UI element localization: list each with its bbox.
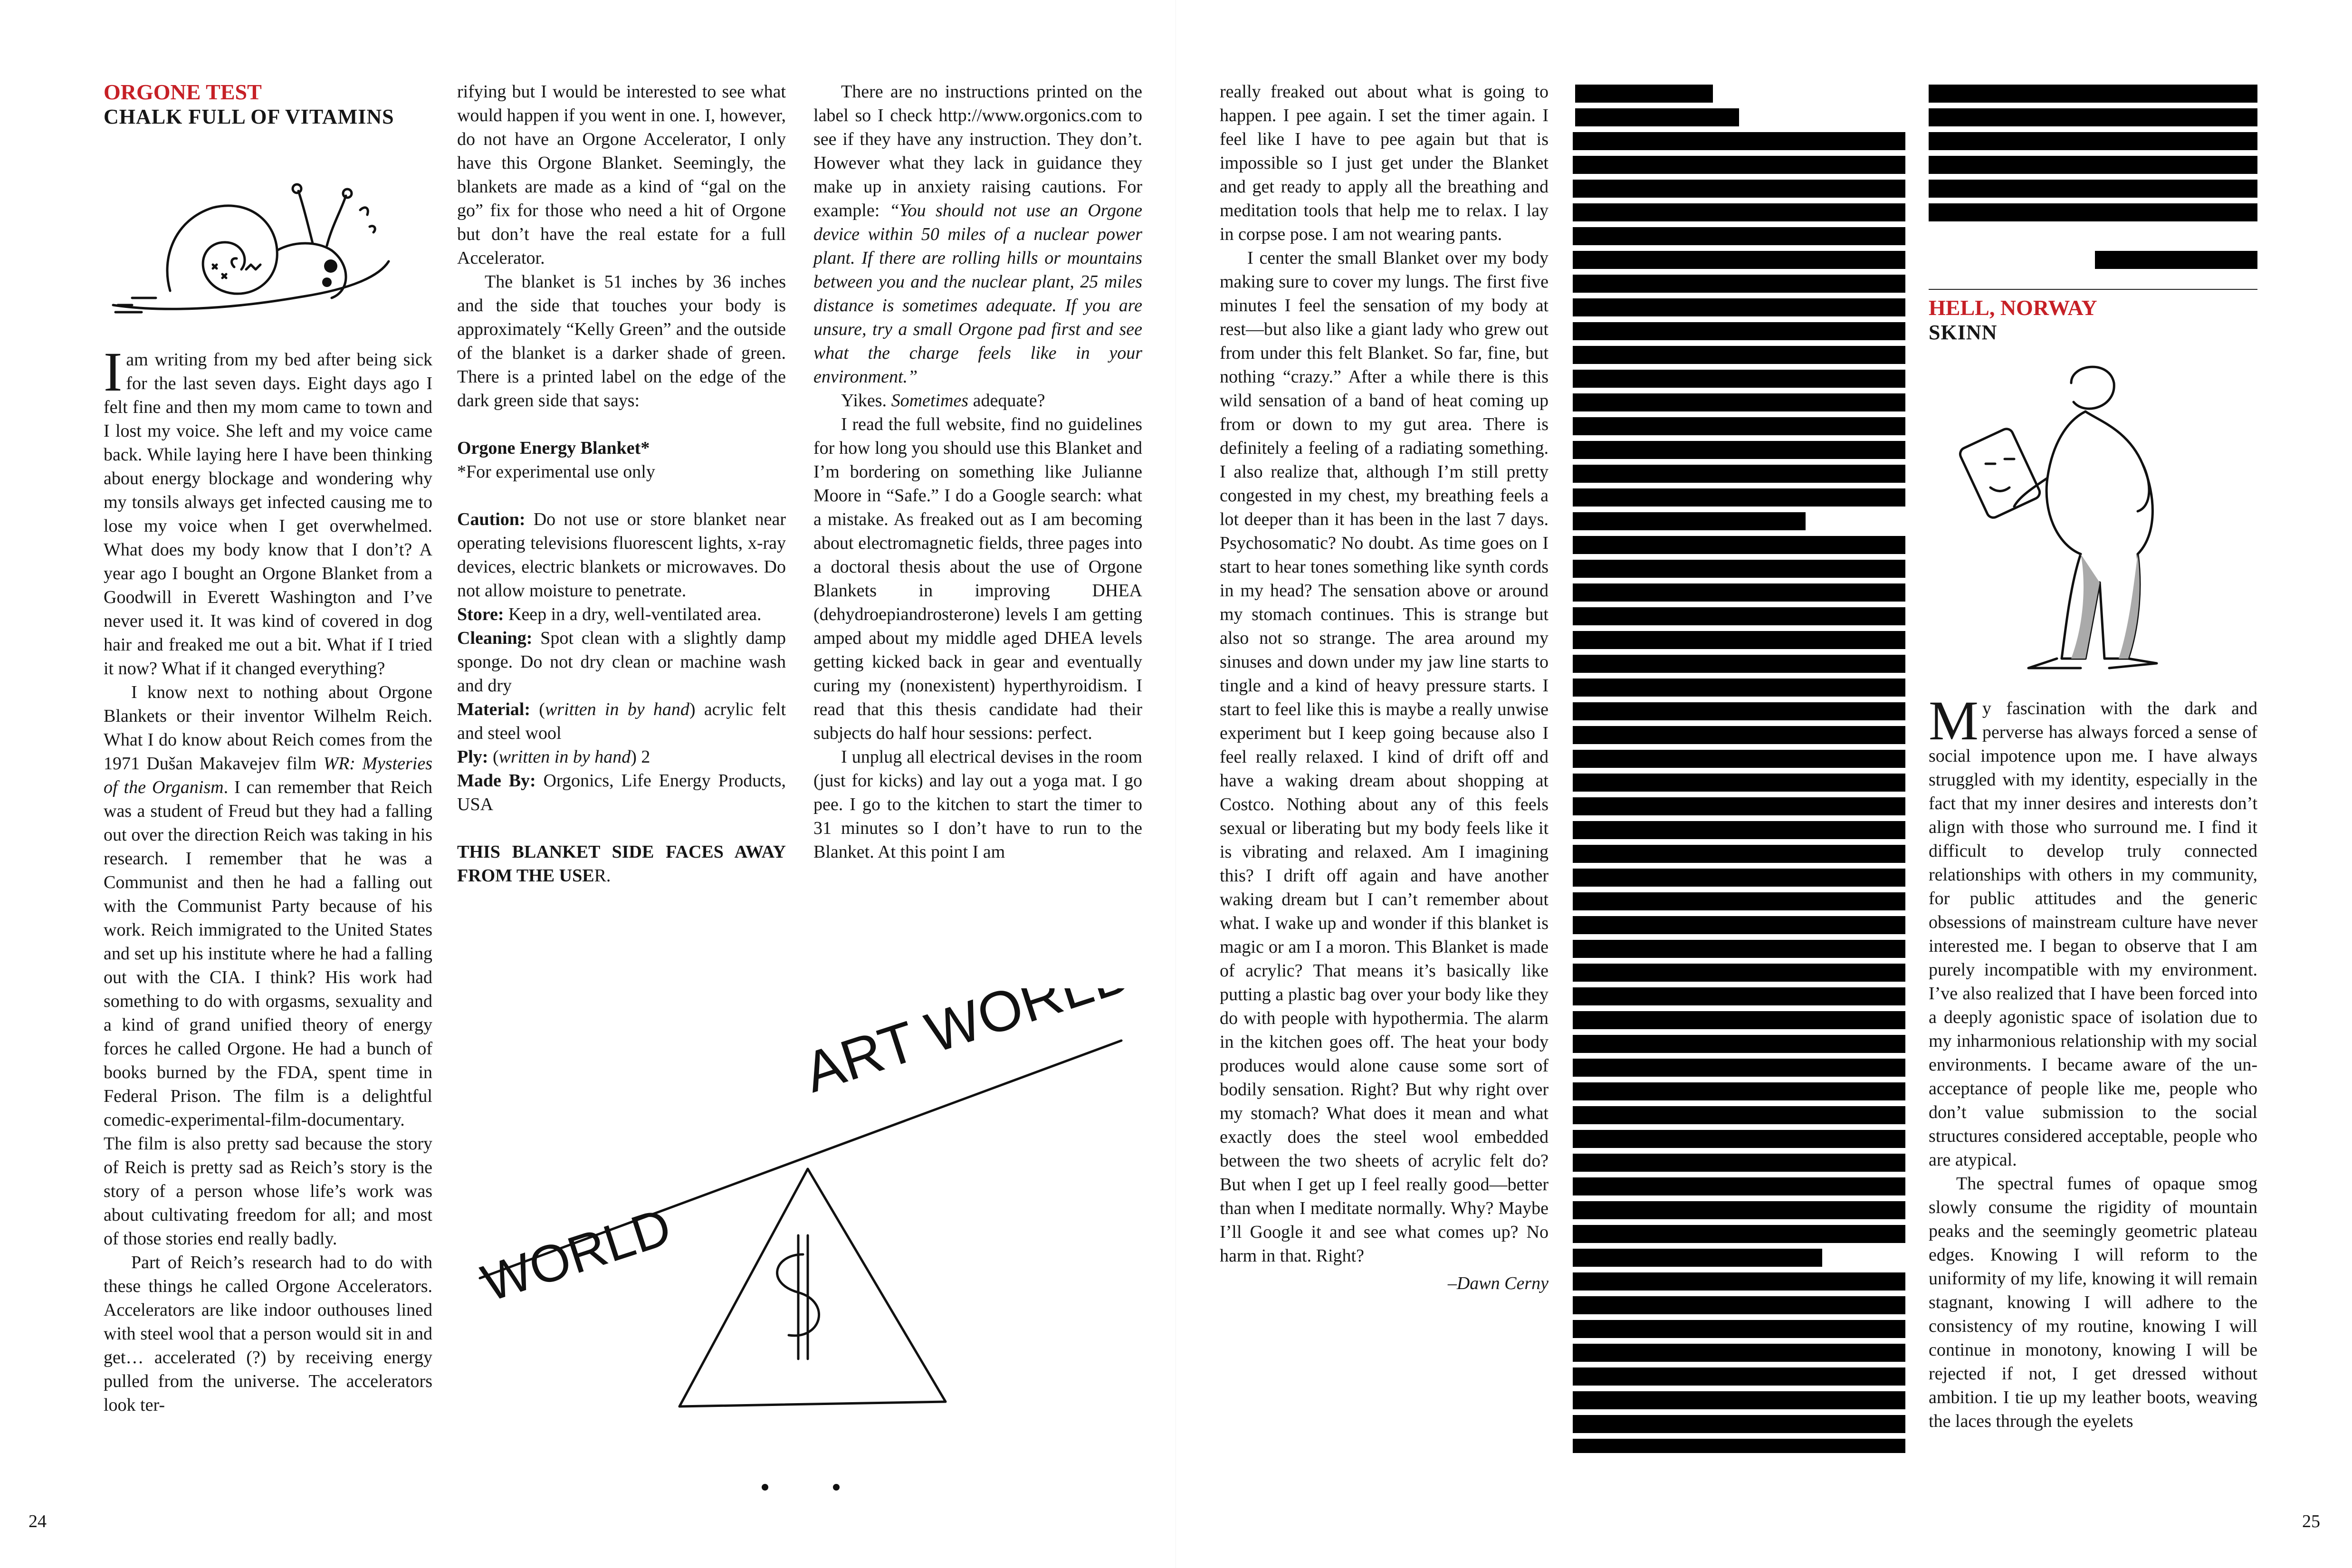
section-kicker: HELL, NORWAY (1929, 296, 2097, 320)
article-paragraph: I read the full website, find no guidelines for how long you should use this Blanket and I’m bordering on something like Julianne Moore in “Safe.” I do a Google search: what a mistake. As freaked out as I am becoming about electromagnetic fields, three pages into a doctoral thesis about the use of Orgone Blankets in improving DHEA (dehydroepiandrosterone) levels I am getting amped about my middle aged DHEA levels getting kicked back in gear and eventually curing my (nonexistent) hyperthyroidism. I read that this thesis candidate had their subjects do half hour sessions: perfect. (813, 414, 1142, 743)
article-paragraph: My fascination with the dark and perverse has always forced a sense of social impotence upon me. I have always struggled with my identity, especially in the fact that my inner desires and interests don’t align with those who surround me. I find it difficult to develop truly connected relationships with others in my community, for public attitudes and the generic obsessions of mainstream culture have never interested me. I began to observe that I am purely incompatible with my environment. I’ve also realized that I have been forced into a deeply agonistic space of isolation due to my inharmonious relationship with my social environments. I became aware of the un-acceptance of people like me, people who don’t value submission to the social structures considered acceptable, people who are atypical. (1929, 689, 2257, 1170)
label-cleaning: Cleaning: Spot clean with a slightly damp sponge. Do not dry clean or machine wash and dry (457, 628, 786, 696)
label-material: Material: (written in by hand) acrylic felt and steel wool (457, 699, 786, 743)
article-paragraph: Iam writing from my bed after being sick for the last seven days. Eight days ago I felt fine and then my mom came to town and I lost my voice. She left and my voice came back. While laying here I have been thinking about energy blockage and wondering why my tonsils always get infected causing me to lose my voice when I get overwhelmed. What does my body know that I don’t? A year ago I bought an Orgone Blanket from a Goodwill in Everett Washington and I’ve never used it. It was kind of covered in dog hair and freaked me out a bit. What if I tried it now? What if it changed everything? (104, 341, 432, 679)
world-label: WORLD (475, 1197, 678, 1313)
label-store: Store: Keep in a dry, well-ventilated area. (457, 604, 762, 624)
redaction-bar (2095, 251, 2257, 269)
article-column-1 (104, 80, 432, 1417)
snail-illustration (104, 148, 432, 348)
article-paragraph: There are no instructions printed on the label so I check http://www.orgonics.com to see if they have any instruction. They don’t. However what they lack in guidance they make up in anxiety raising cautions. For example: “You should not use an Orgone device within 50 miles of a nuclear power plant. If there are rolling hills or mountains between you and the nuclear plant, 25 miles distance is sometimes adequate. If you are unsure, try a small Orgone pad first and see what the charge feels like in your environment.” (813, 82, 1142, 387)
section-headline: SKINN (1929, 321, 1998, 344)
redaction-bar (1575, 85, 1713, 103)
label-title: Orgone Energy Blanket* (457, 438, 650, 458)
dropcap-letter: M (1929, 689, 1979, 752)
article-column-2 (457, 80, 786, 888)
redaction-bar (1575, 108, 1739, 126)
redacted-column (1573, 85, 1905, 1472)
article-headline: CHALK FULL OF VITAMINS (104, 105, 394, 128)
article-paragraph: The blanket is 51 inches by 36 inches and the side that touches your body is approximately “Kelly Green” and the outside of the blanket is a darker shade of green. There is a printed label on the edge of the dark green side that says: (457, 272, 786, 411)
page-number-left: 24 (29, 1511, 47, 1531)
article-column-3 (813, 80, 1142, 864)
label-made-by: Made By: Orgonics, Life Energy Products, USA (457, 771, 786, 814)
redaction-bar (1573, 1249, 1822, 1267)
article-paragraph: Yikes. Sometimes adequate? (841, 391, 1045, 411)
article-paragraph: Part of Reich’s research had to do with these things he called Orgone Accelerators. Accelerators are like indoor outhouses lined with steel wool that a person would sit in and get… accelerated (?) by receiving energy pulled from the universe. The accelerators look ter- (104, 1252, 432, 1415)
article-paragraph: The spectral fumes of opaque smog slowly consume the rigidity of mountain peaks and the seemingly geometric plateau edges. Knowing I will reform to the uniformity of my life, knowing it will remain stagnant, knowing I will adhere to the consistency of my routine, knowing I will continue in monotony, knowing I will be rejected if not, I get dressed without ambition. I tie up my leather boots, weaving the laces through the eyelets (1929, 1174, 2257, 1431)
section-divider (1929, 289, 2257, 290)
article-continuation-column (1220, 80, 1549, 1295)
right-page (1176, 0, 2352, 1568)
dropcap-letter: I (104, 341, 123, 403)
art-world-label: ART WORLD (796, 988, 1140, 1105)
seesaw-illustration (470, 988, 1145, 1501)
article-paragraph: rifying but I would be interested to see what would happen if you went in one. I, however, do not have an Orgone Accelerator, I only have this Orgone Blanket. Seemingly, the blankets are made as a kind of “gal on the go” fix for those who need a hit of Orgone but don’t have the real estate for a full Accelerator. (457, 82, 786, 268)
article-kicker: ORGONE TEST (104, 80, 262, 104)
article-column-right (1929, 80, 2257, 1433)
film-title: WR: Mysteries of the Organism (104, 754, 432, 797)
page-number-right: 25 (2302, 1511, 2320, 1531)
article-paragraph: I know next to nothing about Orgone Blankets or their inventor Wilhelm Reich. What I do know about Reich comes from the 1971 Dušan Makavejev film WR: Mysteries of the Organism. I can remember that Reich was a student of Freud but they had a falling out over the direction Reich was taking in his research. I remember that he was a Communist and then he had a falling out with the Communist Party because of his work. Reich immigrated to the United States and set up his institute where he had a falling out with the CIA. I think? His work had something to do with orgasms, sexuality and a kind of grand unified theory of energy forces he called Orgone. He had a bunch of books burned by the FDA, spent time in Federal Prison. The film is a delightful comedic-experimental-film-documentary. The film is also pretty sad because the story of Reich is pretty sad as Reich’s story is the story of a person whose life’s work was about cultivating freedom for all; and most of those stories end really badly. (104, 682, 432, 1249)
label-note: *For experimental use only (457, 462, 655, 482)
redaction-bar (1573, 512, 1806, 530)
article-paragraph: really freaked out about what is going to happen. I pee again. I set the timer again. I feel like I have to pee again but that is impossible so I just get under the Blanket and get ready to apply all the breathing and meditation tools that help me to relax. I lay in corpse pose. I am not wearing pants. (1220, 82, 1549, 244)
man-drawing (1929, 354, 2257, 697)
man-illustration (1929, 354, 2257, 697)
label-caution: Caution: Do not use or store blanket near operating televisions fluorescent lights, x-ray devices, electric blankets or microwaves. Do not allow moisture to penetrate. (457, 509, 786, 601)
quote: “You should not use an Orgone device within 50 miles of a nuclear power plant. If there are rolling hills or mountains between you and the nuclear plant, 25 miles distance is sometimes adequate. If you are unsure, try a small Orgone pad first and see what the charge feels like in your environment.” (813, 201, 1142, 387)
redacted-top-block (1929, 80, 2257, 275)
article-paragraph: I unplug all electrical devises in the room (just for kicks) and lay out a yoga mat. I go pee. I go to the kitchen to start the timer to 31 minutes so I don’t have to run to the Blanket. At this point I am (813, 747, 1142, 862)
snail-drawing (104, 148, 432, 348)
author-signature: –Dawn Cerny (1447, 1273, 1549, 1293)
label-ply: Ply: (written in by hand) 2 (457, 747, 650, 767)
redaction-block (1929, 85, 2257, 227)
article-paragraph: I center the small Blanket over my body making sure to cover my lungs. The first five minutes I feel the sensation of my body at rest—but also like a giant lady who grew out from under this felt Blanket. So far, fine, but nothing “crazy.” After a while there is this wild sensation of a band of heat coming up from or down to my gut area. There is definitely a feeling of a radiating something. I also realize that, although I’m still pretty congested in my chest, my breathing feels a lot deeper than it has been in the last 7 days. Psychosomatic? No doubt. As time goes on I start to hear tones something like synth cords in my head? The sensation above or around my stomach continues. This is strange but also not so strange. The area around my sinuses and down under my jaw line starts to tingle and a kind of heavy pressure starts. I start to feel like this is maybe a really unwise experiment but I keep going because also I feel really relaxed. I kind of drift off and have a waking dream about shopping at Costco. Nothing about any of this feels sexual or liberating but my body feels like it is vibrating and relaxed. Am I imagining this? I drift off again and have another waking dream but I can’t remember about what. I wake up and wonder if this blanket is magic or am I a moron. This Blanket is made of acrylic? That means it’s basically like putting a plastic bag over your body like they do with people with hypothermia. The alarm in the kitchen goes off. The heat your body produces would alone cause some sort of bodily sensation. Right? But why right over my stomach? What does it mean and what exactly does the steel wool embedded between the two sheets of acrylic felt do? But when I get up I feel really good—better than when I meditate normally. Why? Maybe I’ll Google it and see what comes up? No harm in that. Right? (1220, 248, 1549, 1266)
seesaw-drawing (470, 988, 1145, 1501)
label-closing: THIS BLANKET SIDE FACES AWAY FROM THE USER. (457, 842, 786, 886)
